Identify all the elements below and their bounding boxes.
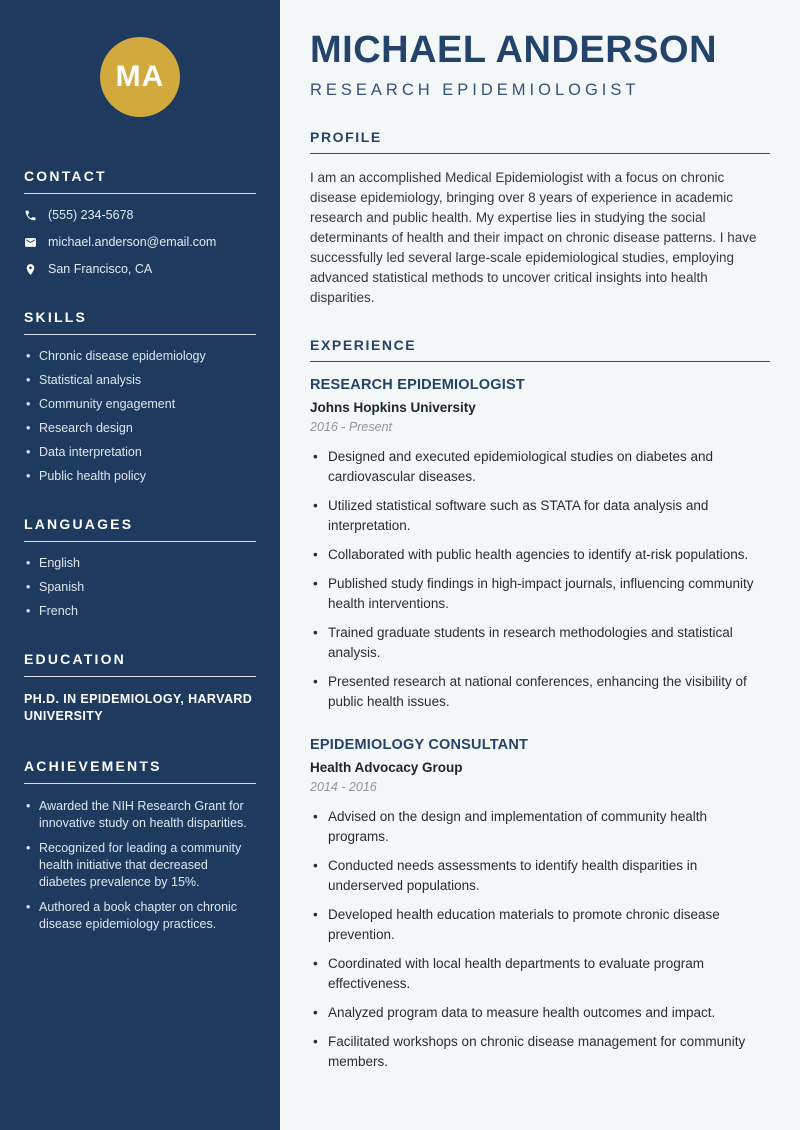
profile-divider	[310, 153, 770, 154]
language-item: • English	[24, 556, 256, 570]
contact-section	[24, 168, 256, 276]
job-company: Health Advocacy Group	[310, 760, 463, 775]
location-pin-icon	[24, 263, 37, 276]
sidebar	[0, 0, 280, 1130]
languages-list	[24, 556, 256, 618]
job-dates: 2014 - 2016	[310, 780, 377, 794]
education-heading: EDUCATION	[24, 651, 126, 667]
job-company: Johns Hopkins University	[310, 400, 476, 415]
job-bullet: • Published study findings in high-impact journals, influencing community health interventions.	[310, 574, 770, 614]
job-role: EPIDEMIOLOGY CONSULTANT	[310, 737, 529, 753]
languages-section	[24, 516, 256, 618]
skills-section	[24, 309, 256, 483]
contact-email-row	[24, 235, 256, 249]
languages-heading: LANGUAGES	[24, 516, 134, 532]
achievements-divider	[24, 783, 256, 784]
email-icon	[24, 236, 37, 249]
education-degree: PH.D. IN EPIDEMIOLOGY, HARVARD UNIVERSITY	[24, 692, 253, 723]
skill-item: • Research design	[24, 421, 256, 435]
job-bullet: • Analyzed program data to measure health outcomes and impact.	[310, 1003, 770, 1023]
skill-item: • Chronic disease epidemiology	[24, 349, 256, 363]
job-bullet-list	[310, 447, 770, 712]
job-bullet: • Developed health education materials to promote chronic disease prevention.	[310, 905, 770, 945]
skill-item: • Public health policy	[24, 469, 256, 483]
achievement-item: • Recognized for leading a community health initiative that decreased diabetes prevalence by 15%.	[24, 840, 256, 891]
contact-divider	[24, 193, 256, 194]
profile-section	[310, 129, 770, 308]
job-bullet: • Conducted needs assessments to identify health disparities in underserved populations.	[310, 856, 770, 896]
person-name: MICHAEL ANDERSON	[310, 29, 718, 71]
skills-list	[24, 349, 256, 483]
phone-icon	[24, 209, 37, 222]
job-dates: 2016 - Present	[310, 420, 392, 434]
avatar	[100, 37, 180, 117]
job-entry	[310, 377, 770, 712]
job-bullet: • Presented research at national conferences, enhancing the visibility of public health issues.	[310, 672, 770, 712]
skill-item: • Data interpretation	[24, 445, 256, 459]
profile-text: I am an accomplished Medical Epidemiologist with a focus on chronic disease epidemiology, bringing over 8 years of experience in academic research and public health. My expertise lies in studying the social determinants of health and their impact on chronic disease patterns. I have successfully led several large-scale epidemiological studies, employing advanced statistical methods to uncover critical insights into health disparities.	[310, 170, 757, 305]
experience-heading: EXPERIENCE	[310, 337, 417, 353]
achievements-section	[24, 758, 256, 933]
skill-item: • Statistical analysis	[24, 373, 256, 387]
contact-phone-row	[24, 208, 256, 222]
job-bullet: • Utilized statistical software such as STATA for data analysis and interpretation.	[310, 496, 770, 536]
contact-location-row	[24, 262, 256, 276]
experience-divider	[310, 361, 770, 362]
skill-item: • Community engagement	[24, 397, 256, 411]
contact-email-text: michael.anderson@email.com	[48, 235, 217, 249]
achievements-list	[24, 798, 256, 933]
job-role: RESEARCH EPIDEMIOLOGIST	[310, 377, 525, 393]
avatar-initials: MA	[115, 60, 165, 93]
language-item: • French	[24, 604, 256, 618]
education-divider	[24, 676, 256, 677]
job-bullet: • Collaborated with public health agencies to identify at-risk populations.	[310, 545, 770, 565]
language-item: • Spanish	[24, 580, 256, 594]
job-bullet: • Advised on the design and implementation of community health programs.	[310, 807, 770, 847]
experience-section	[310, 337, 770, 1072]
achievement-item: • Awarded the NIH Research Grant for innovative study on health disparities.	[24, 798, 256, 832]
job-entry	[310, 737, 770, 1072]
profile-heading: PROFILE	[310, 129, 382, 145]
achievement-item: • Authored a book chapter on chronic disease epidemiology practices.	[24, 899, 256, 933]
person-title: RESEARCH EPIDEMIOLOGIST	[310, 81, 640, 99]
languages-divider	[24, 541, 256, 542]
skills-heading: SKILLS	[24, 309, 87, 325]
skills-divider	[24, 334, 256, 335]
contact-heading: CONTACT	[24, 168, 107, 184]
contact-phone-text: (555) 234-5678	[48, 208, 134, 222]
contact-location-text: San Francisco, CA	[48, 262, 153, 276]
job-bullet: • Designed and executed epidemiological studies on diabetes and cardiovascular diseases.	[310, 447, 770, 487]
education-section	[24, 651, 256, 725]
job-bullet-list	[310, 807, 770, 1072]
main-content	[280, 0, 800, 1130]
job-bullet: • Trained graduate students in research methodologies and statistical analysis.	[310, 623, 770, 663]
job-bullet: • Coordinated with local health departments to evaluate program effectiveness.	[310, 954, 770, 994]
achievements-heading: ACHIEVEMENTS	[24, 758, 162, 774]
job-bullet: • Facilitated workshops on chronic disease management for community members.	[310, 1032, 770, 1072]
